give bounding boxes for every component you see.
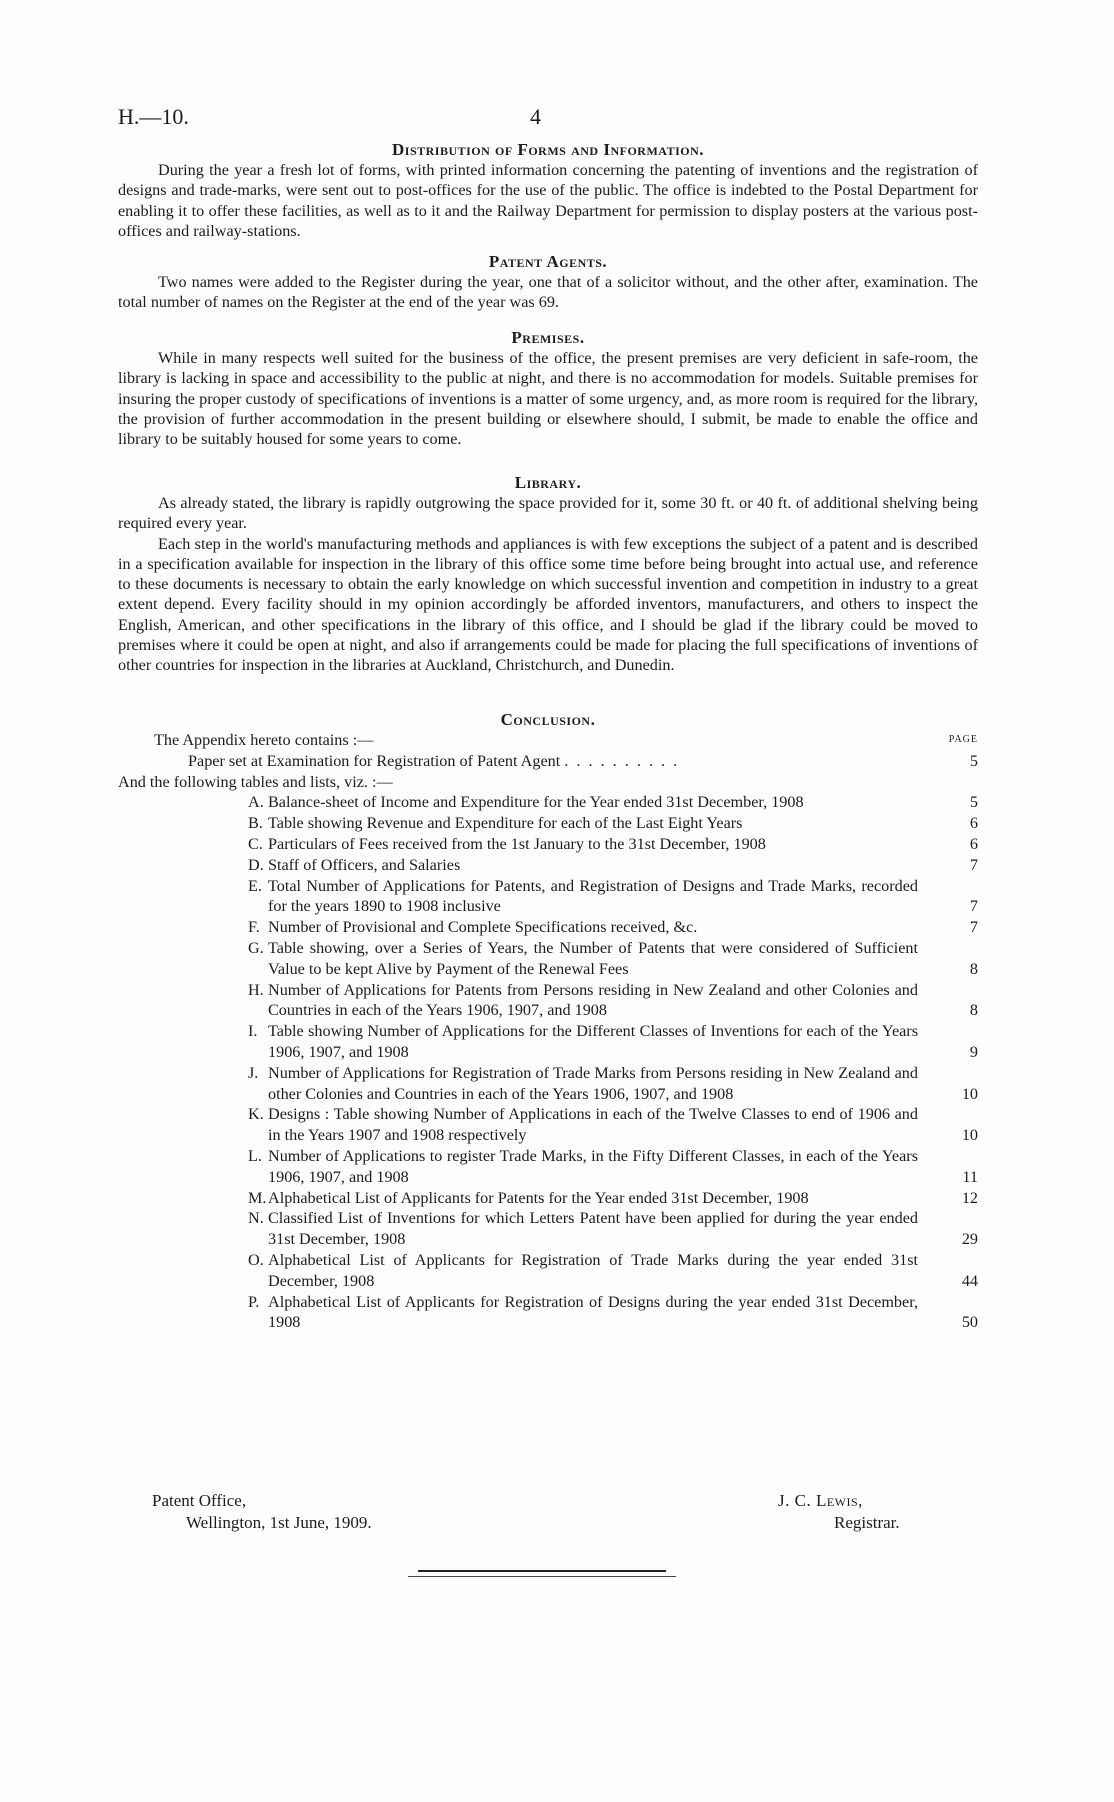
appendix-title: Designs : Table showing Number of Applications in each of the Twelve Classes to end of 1906 and in the Years 1907 and 1908 respectively [268, 1105, 918, 1145]
appendix-page-number: 12 [961, 1188, 978, 1207]
appendix-letter: D. [248, 855, 264, 874]
appendix-entry [118, 1250, 978, 1292]
appendix-entry [118, 917, 978, 938]
signature-block [778, 1490, 900, 1534]
appendix-title: Number of Applications for Registration of Trade Marks from Persons residing in New Zealand and other Colonies and Countries in each of the Years 1906, 1907, and 1908 [268, 1063, 918, 1103]
appendix-page-number: 10 [961, 1126, 978, 1145]
appendix-entry [118, 876, 978, 918]
appendix-page-number: 29 [961, 1230, 978, 1249]
paragraph: Two names were added to the Register during the year, one that of a solicitor without, and the other after, examination. The total number of names on the Register at the end of the year was 69. [118, 273, 978, 312]
appendix-title: Balance-sheet of Income and Expenditure for the Year ended 31st December, 1908 [268, 793, 804, 812]
leader-dots: . . . . . . . . . . [564, 751, 680, 770]
appendix-page-number: 5 [969, 793, 978, 812]
appendix-letter: G. [248, 938, 264, 957]
page-number: 4 [530, 104, 541, 129]
appendix-page-number: 50 [961, 1313, 978, 1332]
appendix-letter: A. [248, 793, 264, 812]
document-reference: H.—10. [118, 104, 189, 129]
closing-rule [408, 1576, 676, 1577]
paragraph: As already stated, the library is rapidly outgrowing the space provided for it, some 30 ft. or 40 ft. of additional shelving being required every year. [118, 494, 978, 533]
appendix-title: Table showing Number of Applications for the Different Classes of Inventions for each of the Years 1906, 1907, and 1908 [268, 1022, 918, 1061]
appendix-title: Alphabetical List of Applicants for Registration of Trade Marks during the year ended 31st December, 1908 [268, 1250, 918, 1290]
appendix-page-number: 8 [969, 1001, 978, 1020]
appendix-letter: M. [248, 1188, 267, 1207]
appendix-page-number: 7 [969, 897, 978, 916]
appendix-page-number: 8 [969, 959, 978, 978]
appendix-letter: E. [248, 876, 262, 895]
appendix-page-number: 6 [969, 814, 978, 833]
appendix-entry [118, 1021, 978, 1063]
section-heading: Conclusion. [500, 710, 596, 729]
appendix-entry [118, 938, 978, 980]
appendix-title: Alphabetical List of Applicants for Registration of Designs during the year ended 31st December, 1908 [268, 1292, 918, 1332]
appendix-entry [118, 1146, 978, 1188]
page-column-label: PAGE [948, 734, 978, 745]
appendix-letter: I. [248, 1022, 258, 1041]
appendix-entry [118, 834, 978, 855]
appendix-title: Particulars of Fees received from the 1st January to the 31st December, 1908 [268, 834, 766, 853]
section-premises [118, 328, 978, 449]
appendix-page-number: 10 [961, 1084, 978, 1103]
appendix-letter: L. [248, 1146, 262, 1165]
appendix-title: Table showing, over a Series of Years, the Number of Patents that were considered of Sufficient Value to be kept Alive by Payment of the Renewal Fees [268, 938, 918, 978]
appendix-entry [118, 980, 978, 1022]
appendix-page-number: 7 [969, 918, 978, 937]
closing-rule [418, 1570, 666, 1572]
appendix-letter: J. [248, 1063, 259, 1082]
appendix-letter: B. [248, 814, 263, 833]
place-date: Wellington, 1st June, 1909. [186, 1513, 372, 1532]
appendix-entry [118, 1063, 978, 1105]
appendix-page-number: 44 [961, 1271, 978, 1290]
appendix-page-number: 6 [969, 834, 978, 853]
office-name: Patent Office, [152, 1491, 247, 1510]
appendix-paper-entry [118, 751, 978, 772]
appendix-entry [118, 1208, 978, 1250]
appendix-title: Alphabetical List of Applicants for Patents for the Year ended 31st December, 1908 [268, 1188, 809, 1207]
appendix-list [118, 792, 978, 1333]
appendix-page-number: 7 [969, 855, 978, 874]
tables-intro: And the following tables and lists, viz. :— [118, 772, 393, 791]
paragraph: During the year a fresh lot of forms, with printed information concerning the patenting of inventions and the registration of designs and trade-marks, were sent out to post-offices for the use of the public. The office is indebted to the Postal Department for enabling it to offer these facilities, as well as to it and the Railway Department for permission to display posters at the various post-offices and railway-stations. [118, 161, 978, 240]
appendix-letter: F. [248, 918, 260, 937]
section-heading: Patent Agents. [488, 252, 608, 271]
paragraph: While in many respects well suited for the business of the office, the present premises are very deficient in safe-room, the library is lacking in space and accessibility to the public at night, and there is no accommodation for models. Suitable premises for insuring the proper custody of specifications of inventions is a matter of some urgency, and, as more room is required for the library, the provision of further accommodation in the present building or elsewhere should, I submit, be made to enable the office and library to be suitably housed for some years to come. [118, 349, 978, 449]
appendix-entry [118, 792, 978, 813]
paragraph: Each step in the world's manufacturing methods and appliances is with few exceptions the subject of a patent and is described in a specification available for inspection in the library of this office some time before being brought into actual use, and reference to these documents is necessary to obtain the early knowledge on which successful invention and competition in industry to a great extent depend. Every facility should in my opinion accordingly be afforded inventors, manufacturers, and others to inspect the English, American, and other specifications in the library of this office, and I should be glad if the library could be moved to premises where it could be open at night, and also if arrangements could be made for placing the full specifications of inventions of other countries for inspection in the libraries at Auckland, Christchurch, and Dunedin. [118, 534, 978, 675]
appendix-contents [118, 730, 978, 1333]
appendix-entry [118, 1292, 978, 1334]
section-patent-agents [118, 252, 978, 313]
appendix-entry [118, 855, 978, 876]
signatory-title: Registrar. [834, 1513, 900, 1532]
appendix-title: Staff of Officers, and Salaries [268, 855, 461, 874]
appendix-paper-text: Paper set at Examination for Registration of Patent Agent [188, 751, 561, 770]
appendix-page-number: 11 [962, 1167, 978, 1186]
appendix-page-number: 9 [969, 1042, 978, 1061]
section-library [118, 473, 978, 676]
appendix-letter: K. [248, 1105, 264, 1124]
appendix-page-number: 5 [969, 751, 978, 770]
appendix-intro-text: The Appendix hereto contains :— [154, 731, 374, 749]
appendix-intro [118, 730, 978, 751]
section-conclusion-heading [118, 710, 978, 730]
appendix-title: Number of Applications to register Trade Marks, in the Fifty Different Classes, in each of the Years 1906, 1907, and 1908 [268, 1146, 918, 1186]
appendix-entry [118, 1188, 978, 1209]
section-heading: Library. [514, 473, 582, 492]
appendix-title: Total Number of Applications for Patents, and Registration of Designs and Trade Marks, recorded for the years 1890 to 1908 inclusive [268, 876, 918, 916]
appendix-letter: H. [248, 980, 264, 999]
appendix-letter: C. [248, 834, 263, 853]
appendix-title: Classified List of Inventions for which Letters Patent have been applied for during the year ended 31st December, 1908 [268, 1209, 918, 1249]
signatory-name: J. C. Lewis, [778, 1491, 863, 1510]
section-distribution [118, 140, 978, 241]
appendix-title: Number of Provisional and Complete Specifications received, &c. [268, 918, 698, 937]
appendix-title: Number of Applications for Patents from Persons residing in New Zealand and other Colonies and Countries in each of the Years 1906, 1907, and 1908 [268, 980, 918, 1020]
section-heading: Distribution of Forms and Information. [392, 140, 704, 159]
appendix-letter: N. [248, 1209, 264, 1228]
appendix-letter: O. [248, 1250, 264, 1269]
appendix-entry [118, 1104, 978, 1146]
appendix-letter: P. [248, 1292, 260, 1311]
appendix-title: Table showing Revenue and Expenditure for each of the Last Eight Years [268, 814, 743, 833]
appendix-entry [118, 813, 978, 834]
signature-location [152, 1490, 372, 1534]
section-heading: Premises. [511, 328, 585, 347]
